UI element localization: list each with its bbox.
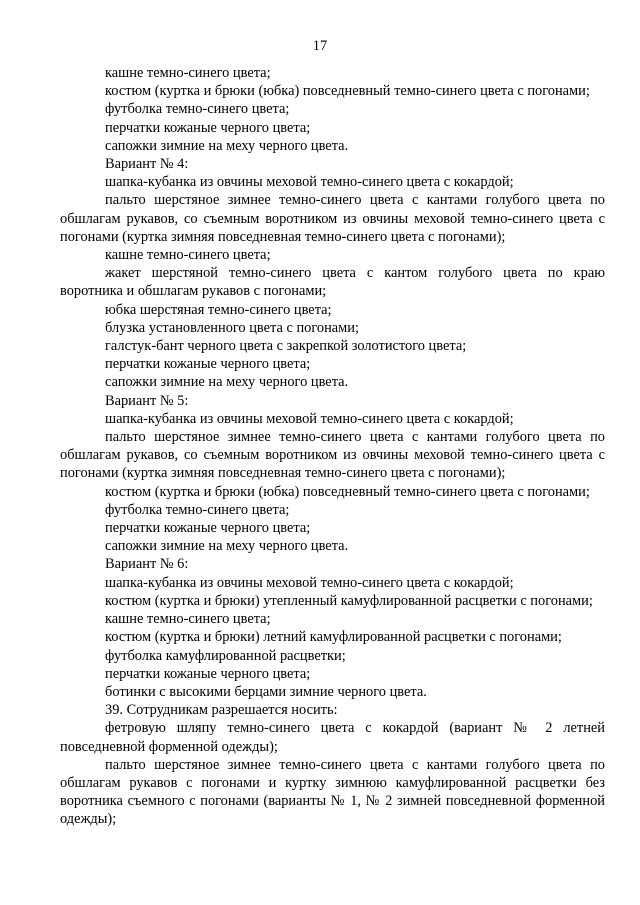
paragraph: кашне темно-синего цвета; [105,65,271,81]
paragraph: сапожки зимние на меху черного цвета. [105,137,349,154]
paragraph: фетровую шляпу темно-синего цвета с кокардой (вариант № 2 летней повседневной форменной одежды); [60,720,605,755]
paragraph: юбка шерстяная темно-синего цвета; [105,301,332,318]
paragraph: костюм (куртка и брюки) летний камуфлированной расцветки с погонами; [105,629,562,646]
paragraph: костюм (куртка и брюки (юбка) повседневный темно-синего цвета с погонами; [105,83,590,100]
paragraph: Вариант № 4: [105,156,189,173]
paragraph: жакет шерстяной темно-синего цвета с кантом голубого цвета по краю воротника и обшлагам рукавов с погонами; [60,265,605,300]
paragraph: шапка-кубанка из овчины меховой темно-синего цвета с кокардой; [105,174,514,191]
paragraph: шапка-кубанка из овчины меховой темно-синего цвета с кокардой; [105,410,514,427]
page-number: 17 [312,38,328,54]
paragraph: галстук-бант черного цвета с закрепкой золотистого цвета; [105,338,467,355]
paragraph: ботинки с высокими берцами зимние черного цвета. [105,683,427,700]
paragraph: перчатки кожаные черного цвета; [105,665,311,682]
paragraph: блузка установленного цвета с погонами; [105,319,359,336]
paragraph: Вариант № 5: [105,392,189,409]
paragraph: перчатки кожаные черного цвета; [105,119,311,136]
paragraph: футболка камуфлированной расцветки; [105,647,346,664]
paragraph: перчатки кожаные черного цвета; [105,520,311,537]
paragraph: футболка темно-синего цвета; [105,501,290,518]
paragraph: сапожки зимние на меху черного цвета. [105,374,349,391]
paragraph: сапожки зимние на меху черного цвета. [105,538,349,555]
paragraph: пальто шерстяное зимнее темно-синего цвета с кантами голубого цвета по обшлагам рукавов с погонами и куртку зимнюю камуфлированной расцветки без воротника съемного с погонами (варианты № 1, № 2 зимней повседневной форменной одежды); [60,756,605,828]
paragraph: пальто шерстяное зимнее темно-синего цвета с кантами голубого цвета по обшлагам рукавов, со съемным воротником из овчины меховой темно-синего цвета с погонами (куртка зимняя повседневная темно-синего цвета с погонами); [60,192,605,245]
paragraph: кашне темно-синего цвета; [105,611,271,628]
paragraph: шапка-кубанка из овчины меховой темно-синего цвета с кокардой; [105,574,514,591]
paragraph: Вариант № 6: [105,556,189,573]
paragraph: пальто шерстяное зимнее темно-синего цвета с кантами голубого цвета по обшлагам рукавов, со съемным воротником из овчины меховой темно-синего цвета с погонами (куртка зимняя повседневная темно-синего цвета с погонами); [60,429,605,482]
paragraph: костюм (куртка и брюки (юбка) повседневный темно-синего цвета с погонами; [105,483,590,500]
paragraph: перчатки кожаные черного цвета; [105,356,311,373]
paragraph: кашне темно-синего цвета; [105,247,271,264]
paragraph: костюм (куртка и брюки) утепленный камуфлированной расцветки с погонами; [105,592,593,609]
document-body [60,64,605,829]
paragraph: футболка темно-синего цвета; [105,101,290,118]
paragraph: 39. Сотрудникам разрешается носить: [105,702,338,719]
